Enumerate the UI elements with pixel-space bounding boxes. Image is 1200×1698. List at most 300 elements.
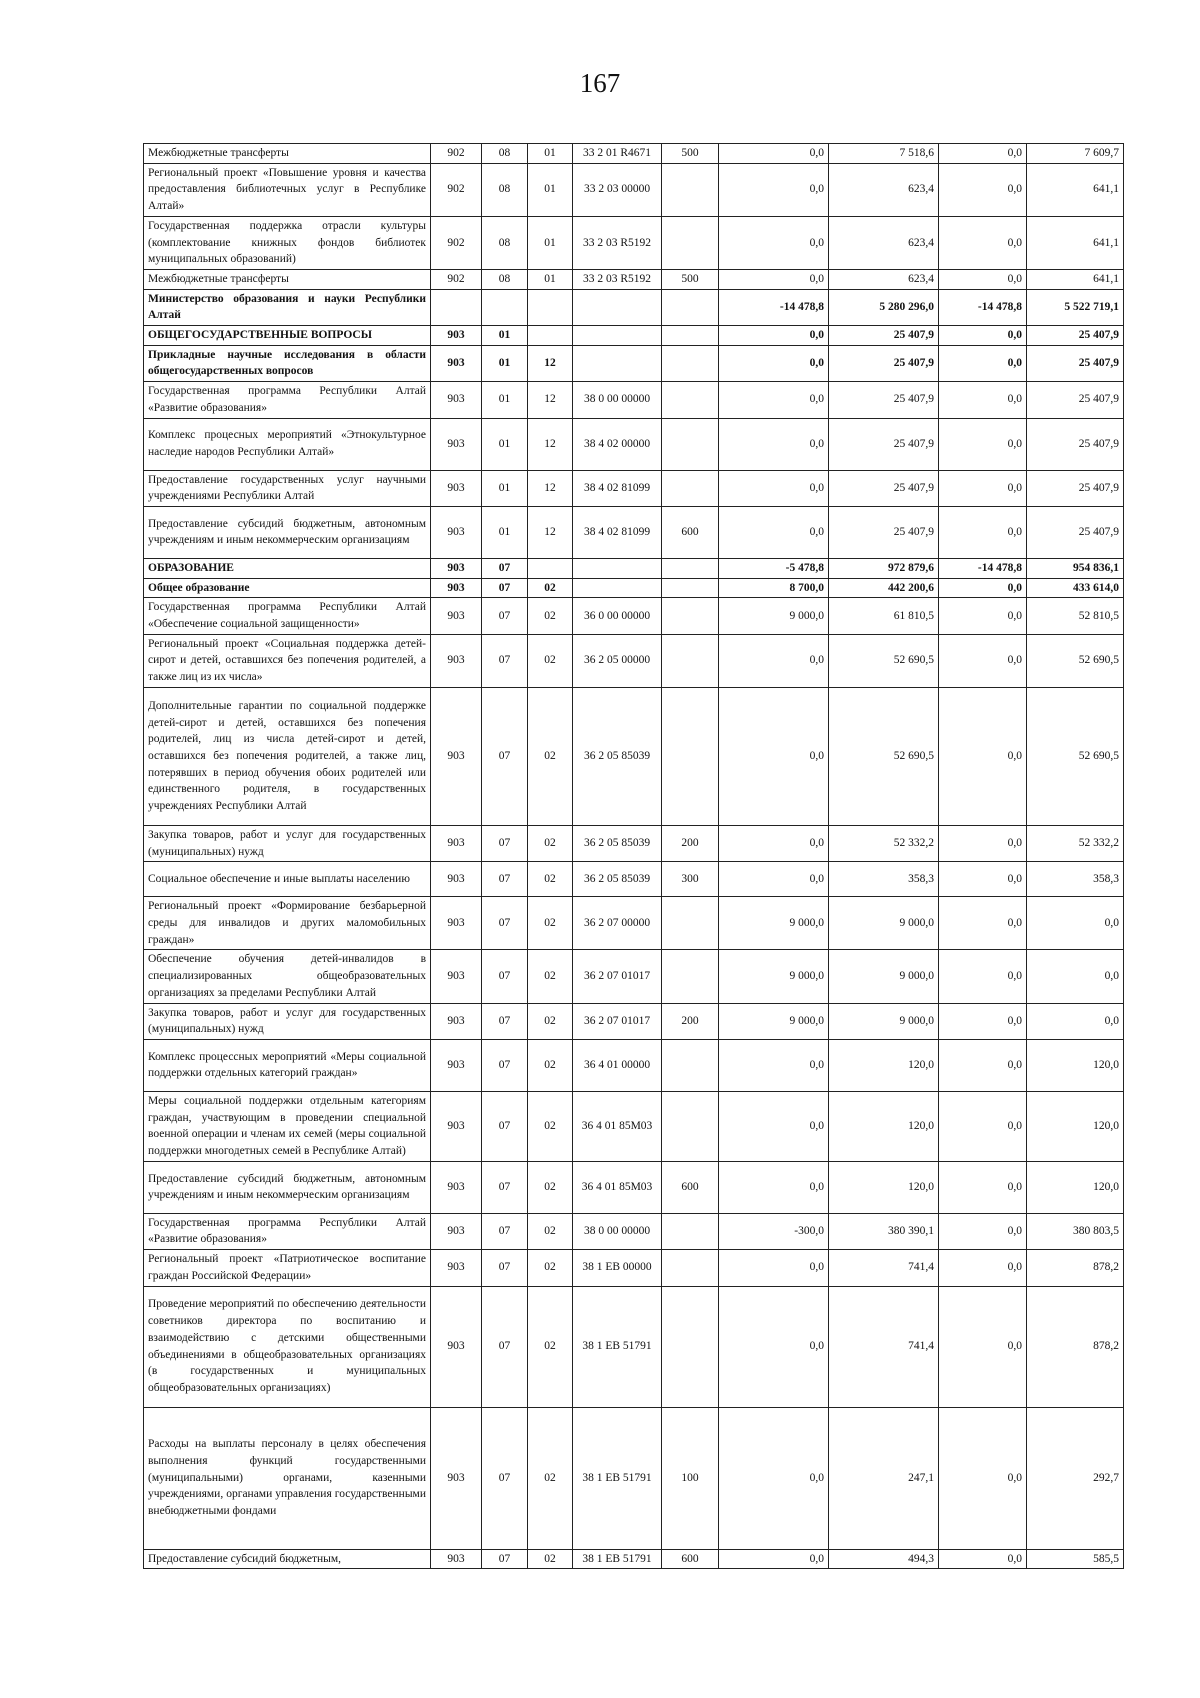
amount-change-1: -300,0 [719,1213,829,1249]
row-name: Закупка товаров, работ и услуг для государственных (муниципальных) нужд [144,1003,431,1039]
row-name: Закупка товаров, работ и услуг для государственных (муниципальных) нужд [144,825,431,861]
section-code: 07 [482,598,528,634]
target-article-code: 38 1 ЕВ 51791 [573,1286,662,1407]
amount-2: 0,0 [1027,897,1124,950]
amount-1: 25 407,9 [829,345,939,381]
amount-2: 5 522 719,1 [1027,289,1124,325]
ministry-code: 903 [431,1549,482,1569]
amount-2: 25 407,9 [1027,470,1124,506]
table-row [144,634,1124,687]
ministry-code: 903 [431,382,482,418]
amount-1: 120,0 [829,1091,939,1161]
subsection-code: 02 [528,1161,573,1213]
amount-change-1: 0,0 [719,470,829,506]
amount-change-2: 0,0 [939,825,1027,861]
section-code: 07 [482,950,528,1003]
amount-change-1: 0,0 [719,1407,829,1549]
row-name: Государственная программа Республики Алтай «Развитие образования» [144,1213,431,1249]
subsection-code: 01 [528,163,573,216]
amount-change-2: 0,0 [939,418,1027,470]
amount-1: 5 280 296,0 [829,289,939,325]
row-name: Социальное обеспечение и иные выплаты населению [144,862,431,897]
amount-1: 120,0 [829,1039,939,1091]
amount-1: 623,4 [829,216,939,269]
amount-2: 7 609,7 [1027,144,1124,164]
section-code: 07 [482,1213,528,1249]
expense-type-code: 600 [662,506,719,558]
ministry-code: 903 [431,1039,482,1091]
expense-type-code: 100 [662,1407,719,1549]
ministry-code: 902 [431,144,482,164]
amount-1: 380 390,1 [829,1213,939,1249]
row-name: Министерство образования и науки Республики Алтай [144,289,431,325]
amount-change-1: 0,0 [719,216,829,269]
row-name: Комплекс процесных мероприятий «Этнокультурное наследие народов Республики Алтай» [144,418,431,470]
subsection-code: 02 [528,825,573,861]
expense-type-code [662,289,719,325]
target-article-code: 38 1 ЕВ 51791 [573,1549,662,1569]
target-article-code: 33 2 03 R5192 [573,269,662,289]
amount-1: 442 200,6 [829,578,939,598]
section-code: 07 [482,634,528,687]
section-code: 08 [482,144,528,164]
amount-1: 358,3 [829,862,939,897]
target-article-code: 38 4 02 00000 [573,418,662,470]
amount-change-2: 0,0 [939,269,1027,289]
table-row [144,216,1124,269]
amount-change-2: 0,0 [939,470,1027,506]
section-code: 07 [482,578,528,598]
section-code: 01 [482,382,528,418]
table-row [144,687,1124,825]
table-row [144,1407,1124,1549]
expense-type-code [662,1286,719,1407]
amount-1: 247,1 [829,1407,939,1549]
row-name: Предоставление субсидий бюджетным, автономным учреждениям и иным некоммерческим организациям [144,1161,431,1213]
table-row [144,950,1124,1003]
page-number: 167 [579,68,621,98]
subsection-code: 01 [528,216,573,269]
section-code: 07 [482,862,528,897]
amount-change-1: -14 478,8 [719,289,829,325]
target-article-code: 36 2 05 85039 [573,825,662,861]
amount-change-1: 0,0 [719,634,829,687]
expense-type-code: 300 [662,862,719,897]
ministry-code: 903 [431,326,482,346]
amount-change-2: 0,0 [939,687,1027,825]
target-article-code: 38 4 02 81099 [573,506,662,558]
subsection-code: 02 [528,1003,573,1039]
row-name: Межбюджетные трансферты [144,269,431,289]
amount-change-1: 0,0 [719,1549,829,1569]
amount-2: 380 803,5 [1027,1213,1124,1249]
section-code: 07 [482,825,528,861]
target-article-code: 36 0 00 00000 [573,598,662,634]
ministry-code: 903 [431,1003,482,1039]
section-code: 01 [482,470,528,506]
target-article-code: 36 2 07 00000 [573,897,662,950]
amount-1: 120,0 [829,1161,939,1213]
amount-change-1: 0,0 [719,345,829,381]
subsection-code: 12 [528,470,573,506]
amount-2: 25 407,9 [1027,418,1124,470]
amount-1: 494,3 [829,1549,939,1569]
table-row [144,269,1124,289]
expense-type-code [662,1213,719,1249]
table-row [144,862,1124,897]
amount-change-2: 0,0 [939,506,1027,558]
amount-2: 641,1 [1027,269,1124,289]
subsection-code: 01 [528,269,573,289]
target-article-code: 36 4 01 00000 [573,1039,662,1091]
expense-type-code [662,1091,719,1161]
subsection-code: 02 [528,1213,573,1249]
amount-change-1: 9 000,0 [719,897,829,950]
amount-change-2: 0,0 [939,862,1027,897]
table-row [144,598,1124,634]
ministry-code: 903 [431,1407,482,1549]
expense-type-code: 600 [662,1549,719,1569]
expense-type-code: 200 [662,825,719,861]
amount-change-1: 8 700,0 [719,578,829,598]
row-name: Региональный проект «Патриотическое воспитание граждан Российской Федерации» [144,1250,431,1286]
target-article-code: 36 2 05 85039 [573,862,662,897]
target-article-code [573,345,662,381]
expense-type-code: 500 [662,269,719,289]
expense-type-code [662,382,719,418]
amount-change-2: 0,0 [939,326,1027,346]
target-article-code: 38 4 02 81099 [573,470,662,506]
row-name: Региональный проект «Повышение уровня и качества предоставления библиотечных услуг в Республике Алтай» [144,163,431,216]
amount-1: 9 000,0 [829,950,939,1003]
amount-change-1: 9 000,0 [719,1003,829,1039]
subsection-code: 01 [528,144,573,164]
amount-2: 433 614,0 [1027,578,1124,598]
subsection-code: 12 [528,506,573,558]
amount-change-1: 0,0 [719,1161,829,1213]
target-article-code: 38 0 00 00000 [573,1213,662,1249]
expense-type-code: 500 [662,144,719,164]
ministry-code: 903 [431,598,482,634]
amount-change-1: 9 000,0 [719,598,829,634]
amount-1: 52 690,5 [829,634,939,687]
target-article-code: 36 2 07 01017 [573,1003,662,1039]
amount-change-1: 9 000,0 [719,950,829,1003]
amount-change-2: 0,0 [939,144,1027,164]
amount-change-1: 0,0 [719,1091,829,1161]
amount-1: 7 518,6 [829,144,939,164]
section-code: 08 [482,216,528,269]
amount-change-2: 0,0 [939,578,1027,598]
amount-2: 120,0 [1027,1091,1124,1161]
section-code [482,289,528,325]
row-name: Государственная программа Республики Алтай «Развитие образования» [144,382,431,418]
table-row [144,1213,1124,1249]
target-article-code: 36 2 05 85039 [573,687,662,825]
ministry-code: 903 [431,687,482,825]
ministry-code: 903 [431,1161,482,1213]
table-row [144,1286,1124,1407]
table-row [144,1003,1124,1039]
row-name: Государственная программа Республики Алтай «Обеспечение социальной защищенности» [144,598,431,634]
target-article-code [573,558,662,578]
ministry-code: 903 [431,1213,482,1249]
section-code: 07 [482,1286,528,1407]
expense-type-code [662,163,719,216]
amount-change-1: 0,0 [719,163,829,216]
amount-2: 358,3 [1027,862,1124,897]
amount-1: 623,4 [829,269,939,289]
subsection-code: 02 [528,634,573,687]
amount-2: 25 407,9 [1027,326,1124,346]
subsection-code: 02 [528,598,573,634]
ministry-code: 903 [431,1091,482,1161]
table-row [144,1039,1124,1091]
subsection-code: 02 [528,862,573,897]
row-name: Предоставление субсидий бюджетным, [144,1549,431,1569]
subsection-code [528,326,573,346]
subsection-code: 12 [528,345,573,381]
amount-1: 9 000,0 [829,1003,939,1039]
amount-change-2: 0,0 [939,950,1027,1003]
section-code: 07 [482,558,528,578]
amount-2: 25 407,9 [1027,506,1124,558]
amount-change-2: 0,0 [939,897,1027,950]
section-code: 07 [482,1003,528,1039]
amount-1: 25 407,9 [829,470,939,506]
amount-2: 0,0 [1027,1003,1124,1039]
subsection-code: 02 [528,950,573,1003]
section-code: 01 [482,418,528,470]
amount-change-2: 0,0 [939,1039,1027,1091]
amount-2: 25 407,9 [1027,345,1124,381]
ministry-code: 903 [431,470,482,506]
subsection-code: 02 [528,897,573,950]
amount-change-2: 0,0 [939,163,1027,216]
row-name: ОБЩЕГОСУДАРСТВЕННЫЕ ВОПРОСЫ [144,326,431,346]
section-code: 07 [482,1091,528,1161]
target-article-code: 36 2 05 00000 [573,634,662,687]
row-name: Государственная поддержка отрасли культуры (комплектование книжных фондов библиотек муниципальных образований) [144,216,431,269]
row-name: Предоставление государственных услуг научными учреждениями Республики Алтай [144,470,431,506]
target-article-code: 36 4 01 85М03 [573,1091,662,1161]
subsection-code [528,289,573,325]
table-row [144,897,1124,950]
target-article-code: 36 4 01 85М03 [573,1161,662,1213]
ministry-code: 903 [431,634,482,687]
section-code: 07 [482,1250,528,1286]
row-name: Обеспечение обучения детей-инвалидов в специализированных общеобразовательных организациях за пределами Республики Алтай [144,950,431,1003]
section-code: 07 [482,897,528,950]
subsection-code: 12 [528,418,573,470]
amount-2: 292,7 [1027,1407,1124,1549]
amount-1: 25 407,9 [829,382,939,418]
expense-type-code [662,216,719,269]
ministry-code: 903 [431,578,482,598]
amount-1: 741,4 [829,1250,939,1286]
amount-change-1: 0,0 [719,1286,829,1407]
expense-type-code [662,326,719,346]
amount-1: 9 000,0 [829,897,939,950]
subsection-code: 02 [528,1549,573,1569]
amount-change-2: 0,0 [939,1250,1027,1286]
amount-change-2: 0,0 [939,1161,1027,1213]
expense-type-code [662,1039,719,1091]
amount-2: 0,0 [1027,950,1124,1003]
table-row [144,578,1124,598]
subsection-code: 12 [528,382,573,418]
subsection-code [528,558,573,578]
amount-change-2: 0,0 [939,216,1027,269]
amount-change-2: 0,0 [939,1213,1027,1249]
row-name: Дополнительные гарантии по социальной поддержке детей-сирот и детей, оставшихся без попечения родителей, лиц из числа детей-сирот и детей, оставшихся без попечения родителей, а также лиц, потерявших в период обучения обоих родителей или единственного родителя, в государственных учреждениях Республики Алтай [144,687,431,825]
expense-type-code [662,687,719,825]
target-article-code: 38 1 ЕВ 51791 [573,1407,662,1549]
table-row [144,1549,1124,1569]
expense-type-code [662,634,719,687]
amount-change-2: 0,0 [939,598,1027,634]
table-row [144,506,1124,558]
row-name: Прикладные научные исследования в области общегосударственных вопросов [144,345,431,381]
amount-change-2: 0,0 [939,1003,1027,1039]
amount-change-2: 0,0 [939,345,1027,381]
amount-change-1: 0,0 [719,1039,829,1091]
expense-type-code: 200 [662,1003,719,1039]
table-row [144,163,1124,216]
amount-1: 623,4 [829,163,939,216]
amount-1: 52 690,5 [829,687,939,825]
ministry-code: 903 [431,950,482,1003]
subsection-code: 02 [528,1091,573,1161]
amount-2: 52 690,5 [1027,634,1124,687]
row-name: Меры социальной поддержки отдельным категориям граждан, участвующим в проведении специальной военной операции и членам их семей (меры социальной поддержки многодетных семей в Республике Алтай) [144,1091,431,1161]
section-code: 01 [482,326,528,346]
table-row [144,825,1124,861]
section-code: 07 [482,1407,528,1549]
amount-change-1: 0,0 [719,269,829,289]
expense-type-code: 600 [662,1161,719,1213]
amount-2: 878,2 [1027,1250,1124,1286]
section-code: 07 [482,687,528,825]
ministry-code: 903 [431,558,482,578]
amount-change-2: 0,0 [939,1286,1027,1407]
amount-change-1: 0,0 [719,862,829,897]
section-code: 07 [482,1161,528,1213]
section-code: 01 [482,506,528,558]
subsection-code: 02 [528,1407,573,1549]
amount-2: 878,2 [1027,1286,1124,1407]
amount-2: 641,1 [1027,216,1124,269]
ministry-code: 902 [431,269,482,289]
row-name: Межбюджетные трансферты [144,144,431,164]
section-code: 01 [482,345,528,381]
expense-type-code [662,950,719,1003]
table-row [144,1161,1124,1213]
subsection-code: 02 [528,578,573,598]
amount-change-2: 0,0 [939,634,1027,687]
amount-change-2: 0,0 [939,382,1027,418]
amount-2: 585,5 [1027,1549,1124,1569]
amount-change-2: 0,0 [939,1407,1027,1549]
ministry-code: 903 [431,1250,482,1286]
target-article-code: 33 2 03 00000 [573,163,662,216]
amount-2: 954 836,1 [1027,558,1124,578]
amount-2: 52 810,5 [1027,598,1124,634]
amount-change-2: -14 478,8 [939,289,1027,325]
amount-1: 25 407,9 [829,326,939,346]
amount-change-1: 0,0 [719,144,829,164]
amount-2: 25 407,9 [1027,382,1124,418]
budget-table [143,143,1124,1569]
amount-change-2: -14 478,8 [939,558,1027,578]
target-article-code [573,289,662,325]
row-name: Комплекс процессных мероприятий «Меры социальной поддержки отдельных категорий граждан» [144,1039,431,1091]
ministry-code: 903 [431,897,482,950]
amount-change-1: 0,0 [719,506,829,558]
table-row [144,144,1124,164]
table-row [144,558,1124,578]
row-name: Расходы на выплаты персоналу в целях обеспечения выполнения функций государственными (муниципальными) органами, казенными учреждениями, органами управления государственными внебюджетными фондами [144,1407,431,1549]
amount-change-2: 0,0 [939,1091,1027,1161]
table-row [144,418,1124,470]
amount-2: 641,1 [1027,163,1124,216]
table-row [144,326,1124,346]
row-name: Региональный проект «Социальная поддержка детей-сирот и детей, оставшихся без попечения родителей, а также лиц из их числа» [144,634,431,687]
amount-1: 52 332,2 [829,825,939,861]
ministry-code: 903 [431,418,482,470]
target-article-code [573,578,662,598]
amount-1: 25 407,9 [829,418,939,470]
amount-change-1: 0,0 [719,687,829,825]
table-row [144,382,1124,418]
table-row [144,1091,1124,1161]
expense-type-code [662,897,719,950]
amount-change-1: -5 478,8 [719,558,829,578]
section-code: 07 [482,1039,528,1091]
subsection-code: 02 [528,1286,573,1407]
ministry-code: 903 [431,862,482,897]
amount-1: 741,4 [829,1286,939,1407]
expense-type-code [662,470,719,506]
section-code: 08 [482,269,528,289]
row-name: Проведение мероприятий по обеспечению деятельности советников директора по воспитанию и взаимодействию с детскими общественными объединениями в общеобразовательных организациях (в государственных и муниципальных общеобразовательных организациях) [144,1286,431,1407]
table-row [144,470,1124,506]
subsection-code: 02 [528,687,573,825]
ministry-code: 903 [431,1286,482,1407]
row-name: ОБРАЗОВАНИЕ [144,558,431,578]
ministry-code: 903 [431,506,482,558]
section-code: 07 [482,1549,528,1569]
target-article-code [573,326,662,346]
target-article-code: 36 2 07 01017 [573,950,662,1003]
subsection-code: 02 [528,1039,573,1091]
amount-2: 120,0 [1027,1039,1124,1091]
amount-1: 972 879,6 [829,558,939,578]
target-article-code: 38 0 00 00000 [573,382,662,418]
table-row [144,345,1124,381]
subsection-code: 02 [528,1250,573,1286]
amount-1: 25 407,9 [829,506,939,558]
target-article-code: 38 1 ЕВ 00000 [573,1250,662,1286]
row-name: Общее образование [144,578,431,598]
target-article-code: 33 2 01 R4671 [573,144,662,164]
amount-change-1: 0,0 [719,418,829,470]
amount-1: 61 810,5 [829,598,939,634]
table-row [144,1250,1124,1286]
expense-type-code [662,598,719,634]
row-name: Предоставление субсидий бюджетным, автономным учреждениям и иным некоммерческим организациям [144,506,431,558]
table-row [144,289,1124,325]
